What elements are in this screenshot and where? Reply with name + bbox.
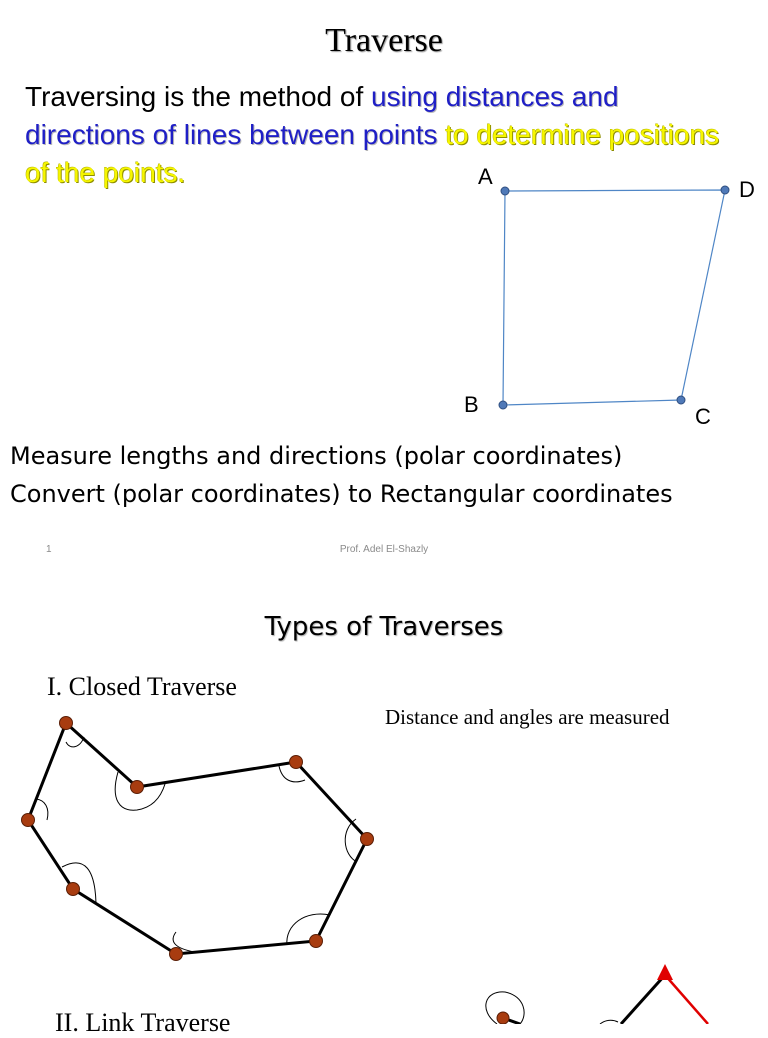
point-c-marker bbox=[677, 396, 685, 404]
link-traverse-label: II. Link Traverse bbox=[55, 1008, 231, 1037]
point-c-label: C bbox=[695, 404, 711, 429]
intro-blue-text: using distances and directions of lines between points bbox=[25, 81, 619, 150]
intro-yellow-text: to determine positions of the points. bbox=[25, 119, 720, 188]
control-direction-line bbox=[665, 975, 708, 1024]
station-marker bbox=[22, 814, 35, 827]
point-d-marker bbox=[721, 186, 729, 194]
north-arrow-icon bbox=[657, 964, 673, 980]
station-marker bbox=[310, 935, 323, 948]
slide-page-number: 1 bbox=[46, 544, 52, 555]
angle-arc bbox=[36, 799, 48, 820]
station-marker bbox=[497, 1012, 509, 1024]
measure-text: Measure lengths and directions (polar coordinates) bbox=[10, 442, 623, 470]
slide-title: Traverse bbox=[325, 22, 443, 59]
intro-plain-text: Traversing is the method of bbox=[25, 81, 372, 112]
quadrilateral-outline bbox=[503, 190, 725, 405]
station-marker bbox=[67, 883, 80, 896]
angle-arc bbox=[600, 1020, 618, 1024]
measured-note: Distance and angles are measured bbox=[385, 705, 670, 729]
link-traverse-line bbox=[621, 975, 665, 1024]
types-title: Types of Traverses bbox=[264, 612, 504, 642]
station-marker bbox=[170, 948, 183, 961]
quadrilateral-diagram bbox=[499, 186, 729, 409]
station-marker bbox=[131, 781, 144, 794]
link-traverse-diagram bbox=[486, 964, 708, 1024]
convert-text: Convert (polar coordinates) to Rectangular coordinates bbox=[10, 480, 673, 508]
angle-arc bbox=[62, 863, 96, 903]
closed-traverse-diagram bbox=[22, 717, 374, 961]
station-marker bbox=[290, 756, 303, 769]
station-marker bbox=[361, 833, 374, 846]
closed-traverse-label: I. Closed Traverse bbox=[47, 672, 237, 701]
point-a-marker bbox=[501, 187, 509, 195]
point-b-marker bbox=[499, 401, 507, 409]
point-d-label: D bbox=[739, 177, 755, 202]
point-a-label: A bbox=[478, 164, 493, 189]
point-b-label: B bbox=[464, 392, 479, 417]
slide-footer-author: Prof. Adel El-Shazly bbox=[339, 544, 429, 555]
closed-traverse-outline bbox=[28, 723, 367, 954]
station-marker bbox=[60, 717, 73, 730]
